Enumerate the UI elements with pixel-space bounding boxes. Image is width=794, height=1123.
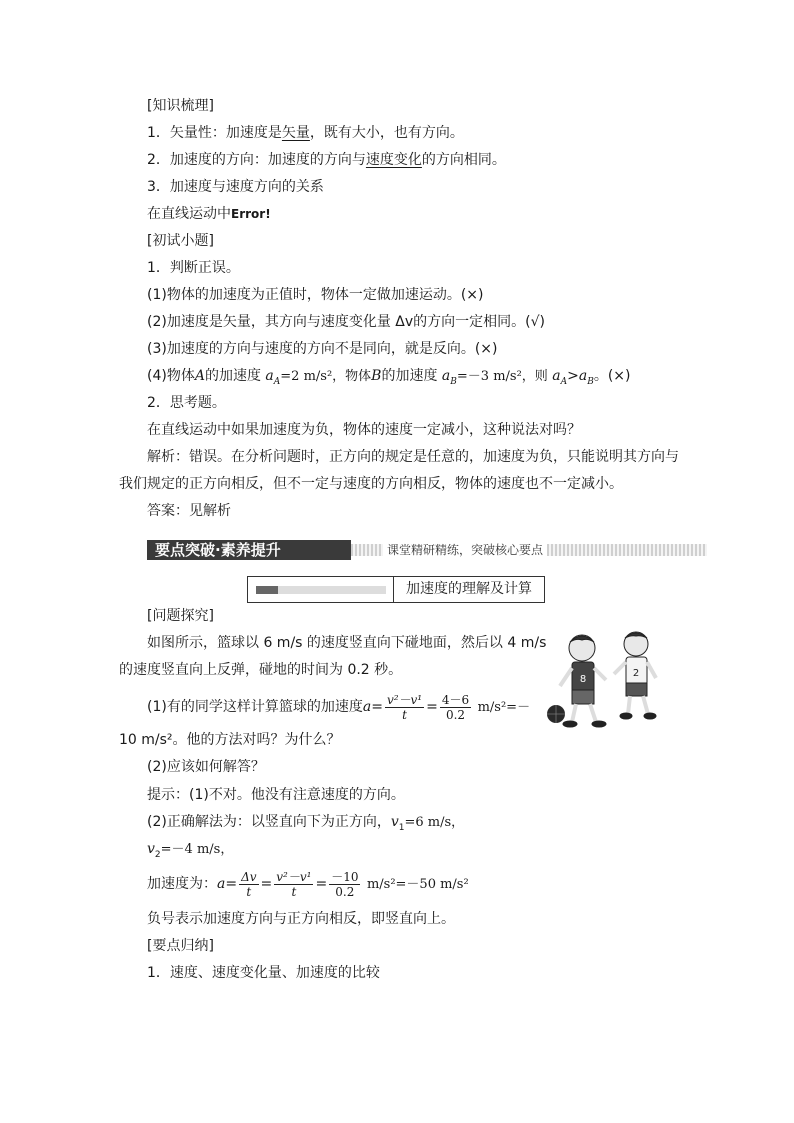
analysis-line-2: 我们规定的正方向相反，但不一定与速度的方向相反，物体的速度也不一定减小。 <box>119 476 623 492</box>
text: =6 m/s， <box>404 815 465 830</box>
denominator: 0.2 <box>445 707 466 722</box>
paragraph-vector <box>147 124 464 142</box>
text: =2 m/s²，物体 <box>280 369 372 384</box>
denominator: t <box>246 884 252 899</box>
text: 1．矢量性：加速度是 <box>147 125 282 141</box>
hint-2 <box>147 813 464 837</box>
error-text: Error! <box>231 207 271 221</box>
text: 2．加速度的方向：加速度的方向与 <box>147 152 366 168</box>
var: B <box>371 368 382 384</box>
answer: 答案：见解析 <box>147 503 231 519</box>
heading-knowledge: [知识梳理] <box>147 98 214 114</box>
numerator: v²－v¹ <box>386 692 423 707</box>
text: (2)正确解法为：以竖直向下为正方向， <box>147 814 391 830</box>
sub: A <box>560 376 568 387</box>
var: v <box>147 841 155 857</box>
text: > <box>567 368 579 384</box>
question-1a: (1)物体的加速度为正值时，物体一定做加速运动。(×) <box>147 287 484 303</box>
question-1: 1．判断正误。 <box>147 260 240 276</box>
numerator: Δv <box>241 869 257 884</box>
topic-tag <box>256 586 386 594</box>
sub: 2 <box>154 849 161 860</box>
text: 在直线运动中 <box>147 206 231 222</box>
hint-1: 提示：(1)不对。他没有注意速度的方向。 <box>147 787 405 803</box>
question-1b: (2)加速度是矢量，其方向与速度变化量 Δv的方向一定相同。(√) <box>147 314 545 330</box>
text: =－3 m/s²，则 <box>456 369 548 384</box>
analysis-line-1: 解析：错误。在分析问题时，正方向的规定是任意的，加速度为负，只能说明其方向与 <box>147 449 679 465</box>
fraction <box>440 693 471 722</box>
jersey-number-right: 2 <box>632 668 640 679</box>
text: m/s²=－ <box>477 700 531 715</box>
text: (4)物体 <box>147 368 195 384</box>
divider <box>393 577 394 602</box>
hint-3 <box>147 840 233 864</box>
var: v <box>390 814 399 830</box>
topic-title: 加速度的理解及计算 <box>406 581 532 597</box>
var: a <box>265 368 274 384</box>
sub: B <box>587 376 594 387</box>
banner-subtitle: 课堂精研精练，突破核心要点 <box>383 540 547 560</box>
var: a <box>552 368 561 384</box>
text: m/s²=－50 m/s² <box>366 877 469 892</box>
numerator: －10 <box>331 869 359 884</box>
basketball-players-illustration <box>544 630 704 730</box>
acceleration-formula: 加速度为：a= $\frac{\Delta v}{t}$ = $\frac{\text{v²－v¹}}{t}$ = $\frac{-10}{0.2}$ m/s²=－50 m/s² <box>147 869 469 899</box>
text: = <box>371 699 383 715</box>
explore-formula-line: (1)有的同学这样计算篮球的加速度a= $\frac{\text{v²－v¹}}{t}$ = $\frac{4-6}{0.2}$ m/s²=－ <box>147 692 531 722</box>
numerator: 4－6 <box>441 692 470 707</box>
explore-line-1: 如图所示，篮球以 6 m/s 的速度竖直向下碰地面，然后以 4 m/s <box>147 635 547 651</box>
sub: A <box>273 376 281 387</box>
underlined-term: 速度变化 <box>365 152 422 168</box>
question-2-text: 在直线运动中如果加速度为负，物体的速度一定减小，这种说法对吗？ <box>147 422 581 438</box>
text: 加速度为： <box>147 876 217 892</box>
paragraph-direction <box>147 151 506 169</box>
heading-trial: [初试小题] <box>147 233 214 249</box>
summary-item-1: 1．速度、速度变化量、加速度的比较 <box>147 965 380 981</box>
text: 。(×) <box>593 368 631 384</box>
fraction <box>239 870 258 899</box>
var: A <box>194 368 205 384</box>
fraction <box>329 870 360 899</box>
explore-line-5: (2)应该如何解答？ <box>147 759 265 775</box>
var: a <box>217 876 226 892</box>
banner-title: 要点突破·素养提升 <box>147 540 351 560</box>
denominator: 0.2 <box>335 884 355 899</box>
question-2: 2．思考题。 <box>147 395 226 411</box>
text: 的方向相同。 <box>421 152 506 168</box>
topic-box <box>247 576 545 603</box>
denominator: t <box>402 707 407 722</box>
heading-explore: [问题探究] <box>147 608 214 624</box>
sub: 1 <box>398 822 405 833</box>
fraction <box>385 693 424 722</box>
explore-line-2: 的速度竖直向上反弹，碰地的时间为 0.2 秒。 <box>119 662 403 678</box>
text: ，既有大小，也有方向。 <box>309 125 464 141</box>
text: =－4 m/s， <box>160 842 234 857</box>
numerator: v²－v¹ <box>276 869 312 884</box>
text: 的加速度 <box>204 368 261 384</box>
denominator: t <box>291 884 297 899</box>
var: a <box>441 368 451 384</box>
explore-line-4: 10 m/s²。他的方法对吗？为什么？ <box>119 732 341 748</box>
paragraph-error <box>147 205 271 223</box>
question-1d <box>147 367 630 391</box>
heading-summary: [要点归纳] <box>147 938 214 954</box>
sub: B <box>450 376 457 387</box>
paragraph-relation: 3．加速度与速度方向的关系 <box>147 179 324 195</box>
text: 的加速度 <box>381 368 438 384</box>
section-banner <box>147 538 707 562</box>
negative-sign-note: 负号表示加速度方向与正方向相反，即竖直向上。 <box>147 911 455 927</box>
question-1c: (3)加速度的方向与速度的方向不是同向，就是反向。(×) <box>147 341 498 357</box>
underlined-term: 矢量 <box>281 125 310 141</box>
var: a <box>362 699 372 715</box>
text: (1)有的同学这样计算篮球的加速度 <box>147 699 363 715</box>
jersey-number-left: 8 <box>579 674 587 685</box>
fraction <box>274 870 313 899</box>
var: a <box>578 368 588 384</box>
